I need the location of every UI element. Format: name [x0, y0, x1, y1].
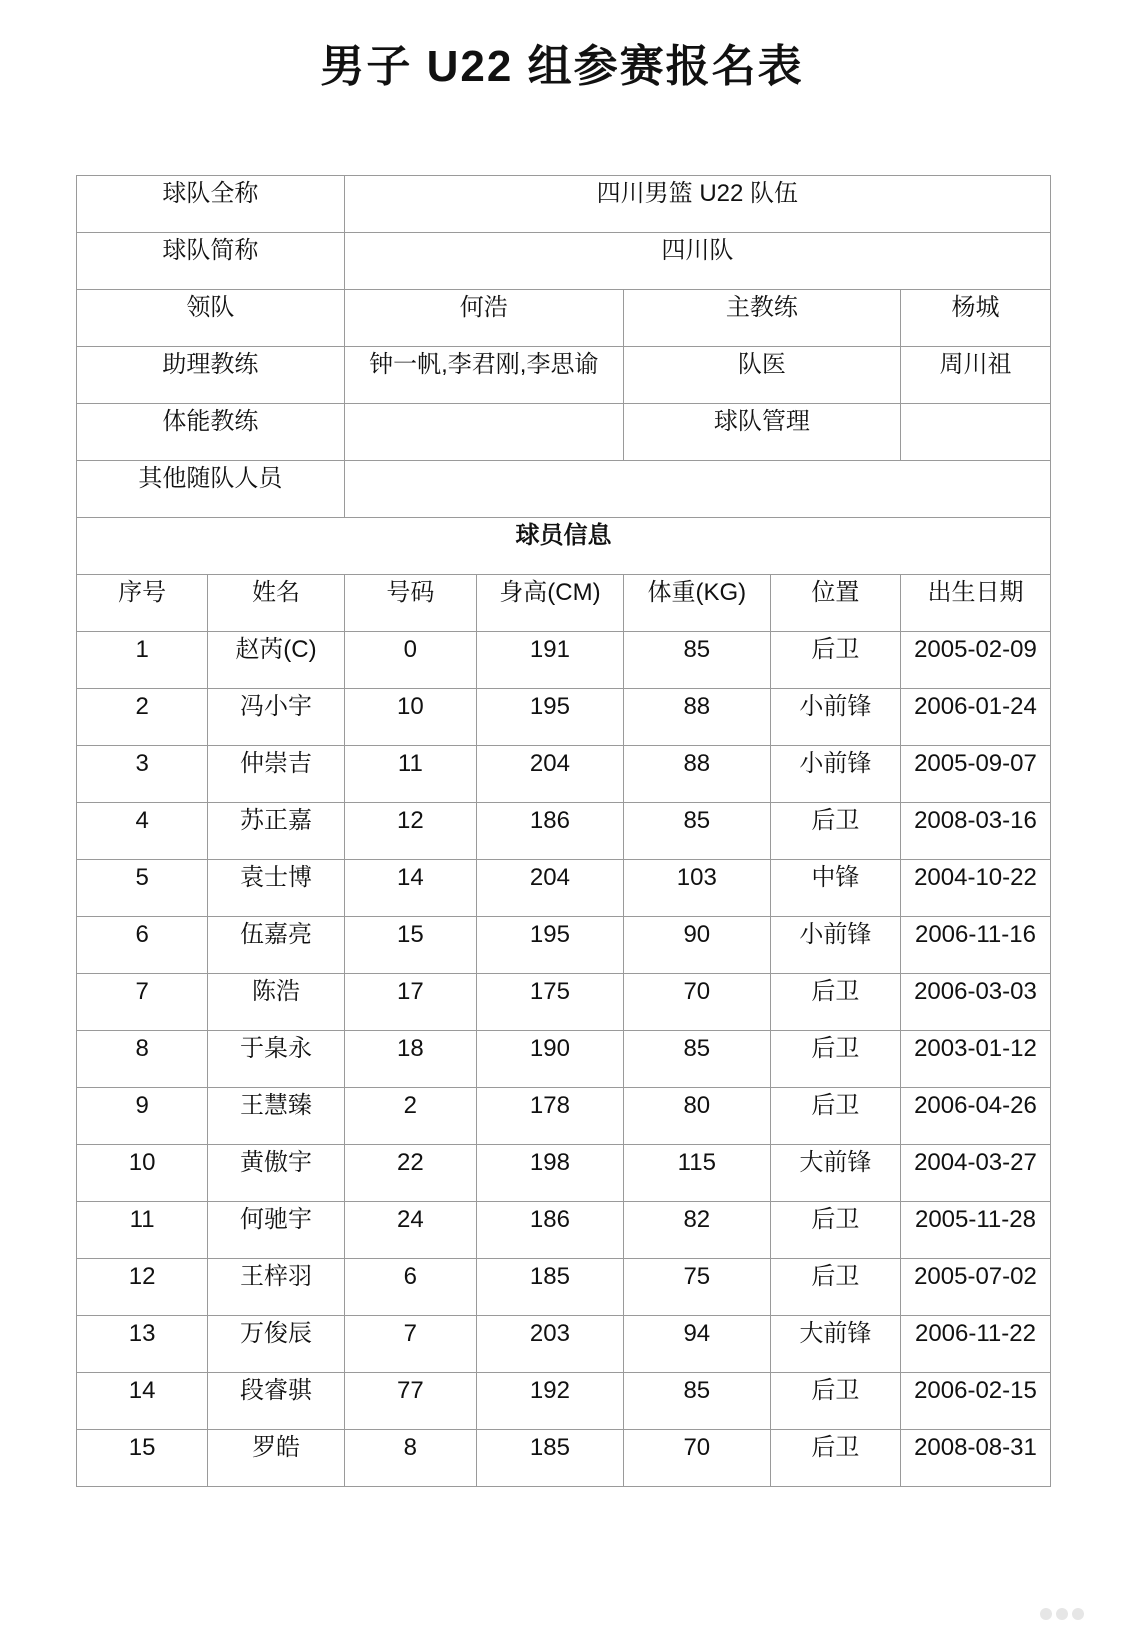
height-cell: 185	[476, 1430, 623, 1487]
player-name-cell: 苏正嘉	[208, 803, 344, 860]
player-name-cell: 冯小宇	[208, 689, 344, 746]
height-cell: 195	[476, 689, 623, 746]
weight-cell: 80	[623, 1088, 770, 1145]
weight-cell: 85	[623, 1031, 770, 1088]
leader-row	[77, 290, 1051, 347]
player-number-cell: 11	[77, 1202, 208, 1259]
player-name-cell: 罗皓	[208, 1430, 344, 1487]
team-short-name-row	[77, 233, 1051, 290]
weight-cell: 85	[623, 632, 770, 689]
player-name-cell: 仲崇吉	[208, 746, 344, 803]
jersey-number-cell: 8	[344, 1430, 476, 1487]
player-number-cell: 9	[77, 1088, 208, 1145]
watermark-dots	[1040, 1608, 1084, 1620]
column-header: 号码	[344, 575, 476, 632]
position-cell: 后卫	[770, 1259, 900, 1316]
player-number-cell: 10	[77, 1145, 208, 1202]
jersey-number-cell: 24	[344, 1202, 476, 1259]
player-name-cell: 段睿骐	[208, 1373, 344, 1430]
position-cell: 中锋	[770, 860, 900, 917]
assistant-coach-value: 钟一帆,李君刚,李思谕	[344, 347, 623, 404]
birth-date-cell: 2006-03-03	[900, 974, 1050, 1031]
birth-date-cell: 2006-02-15	[900, 1373, 1050, 1430]
height-cell: 198	[476, 1145, 623, 1202]
player-name-cell: 于臬永	[208, 1031, 344, 1088]
dot-icon	[1072, 1608, 1084, 1620]
other-staff-label: 其他随队人员	[77, 461, 345, 518]
column-header: 身高(CM)	[476, 575, 623, 632]
birth-date-cell: 2005-11-28	[900, 1202, 1050, 1259]
jersey-number-cell: 7	[344, 1316, 476, 1373]
birth-date-cell: 2008-03-16	[900, 803, 1050, 860]
weight-cell: 94	[623, 1316, 770, 1373]
position-cell: 后卫	[770, 1373, 900, 1430]
birth-date-cell: 2005-07-02	[900, 1259, 1050, 1316]
table-row	[77, 1088, 1051, 1145]
player-name-cell: 陈浩	[208, 974, 344, 1031]
player-name-cell: 伍嘉亮	[208, 917, 344, 974]
table-row	[77, 803, 1051, 860]
jersey-number-cell: 15	[344, 917, 476, 974]
position-cell: 后卫	[770, 1031, 900, 1088]
column-header: 序号	[77, 575, 208, 632]
birth-date-cell: 2004-03-27	[900, 1145, 1050, 1202]
height-cell: 178	[476, 1088, 623, 1145]
team-manager-label: 球队管理	[623, 404, 900, 461]
registration-form-table	[76, 175, 1051, 1487]
leader-label: 领队	[77, 290, 345, 347]
jersey-number-cell: 0	[344, 632, 476, 689]
position-cell: 后卫	[770, 803, 900, 860]
table-row	[77, 1316, 1051, 1373]
fitness-coach-label: 体能教练	[77, 404, 345, 461]
column-header: 出生日期	[900, 575, 1050, 632]
position-cell: 大前锋	[770, 1316, 900, 1373]
column-header: 体重(KG)	[623, 575, 770, 632]
player-number-cell: 8	[77, 1031, 208, 1088]
birth-date-cell: 2006-01-24	[900, 689, 1050, 746]
players-header-row	[77, 575, 1051, 632]
jersey-number-cell: 12	[344, 803, 476, 860]
table-row	[77, 1259, 1051, 1316]
weight-cell: 115	[623, 1145, 770, 1202]
jersey-number-cell: 22	[344, 1145, 476, 1202]
player-number-cell: 7	[77, 974, 208, 1031]
column-header: 姓名	[208, 575, 344, 632]
position-cell: 后卫	[770, 632, 900, 689]
weight-cell: 75	[623, 1259, 770, 1316]
team-short-name-value: 四川队	[344, 233, 1050, 290]
birth-date-cell: 2006-11-22	[900, 1316, 1050, 1373]
jersey-number-cell: 10	[344, 689, 476, 746]
jersey-number-cell: 18	[344, 1031, 476, 1088]
position-cell: 后卫	[770, 1202, 900, 1259]
player-name-cell: 王慧臻	[208, 1088, 344, 1145]
player-name-cell: 黄傲宇	[208, 1145, 344, 1202]
player-name-cell: 何驰宇	[208, 1202, 344, 1259]
height-cell: 175	[476, 974, 623, 1031]
jersey-number-cell: 14	[344, 860, 476, 917]
table-row	[77, 974, 1051, 1031]
players-section-row	[77, 518, 1051, 575]
weight-cell: 70	[623, 974, 770, 1031]
jersey-number-cell: 17	[344, 974, 476, 1031]
other-staff-value	[344, 461, 1050, 518]
fitness-row	[77, 404, 1051, 461]
position-cell: 小前锋	[770, 917, 900, 974]
team-doctor-label: 队医	[623, 347, 900, 404]
player-number-cell: 15	[77, 1430, 208, 1487]
position-cell: 后卫	[770, 1088, 900, 1145]
table-row	[77, 689, 1051, 746]
dot-icon	[1056, 1608, 1068, 1620]
weight-cell: 90	[623, 917, 770, 974]
position-cell: 后卫	[770, 1430, 900, 1487]
height-cell: 192	[476, 1373, 623, 1430]
position-cell: 后卫	[770, 974, 900, 1031]
height-cell: 186	[476, 1202, 623, 1259]
weight-cell: 85	[623, 1373, 770, 1430]
table-row	[77, 1373, 1051, 1430]
leader-value: 何浩	[344, 290, 623, 347]
jersey-number-cell: 6	[344, 1259, 476, 1316]
player-number-cell: 5	[77, 860, 208, 917]
player-number-cell: 12	[77, 1259, 208, 1316]
team-short-name-label: 球队简称	[77, 233, 345, 290]
players-section-heading: 球员信息	[77, 518, 1051, 575]
player-number-cell: 13	[77, 1316, 208, 1373]
player-name-cell: 赵芮(C)	[208, 632, 344, 689]
assistant-row	[77, 347, 1051, 404]
birth-date-cell: 2005-09-07	[900, 746, 1050, 803]
others-row	[77, 461, 1051, 518]
table-row	[77, 1031, 1051, 1088]
height-cell: 185	[476, 1259, 623, 1316]
table-row	[77, 1202, 1051, 1259]
birth-date-cell: 2005-02-09	[900, 632, 1050, 689]
player-number-cell: 2	[77, 689, 208, 746]
head-coach-value: 杨城	[900, 290, 1050, 347]
height-cell: 204	[476, 746, 623, 803]
team-full-name-label: 球队全称	[77, 176, 345, 233]
head-coach-label: 主教练	[623, 290, 900, 347]
table-row	[77, 632, 1051, 689]
table-row	[77, 746, 1051, 803]
player-number-cell: 3	[77, 746, 208, 803]
team-doctor-value: 周川祖	[900, 347, 1050, 404]
position-cell: 小前锋	[770, 689, 900, 746]
team-full-name-row	[77, 176, 1051, 233]
height-cell: 191	[476, 632, 623, 689]
height-cell: 204	[476, 860, 623, 917]
height-cell: 195	[476, 917, 623, 974]
weight-cell: 103	[623, 860, 770, 917]
height-cell: 186	[476, 803, 623, 860]
player-rows	[77, 632, 1051, 1487]
player-name-cell: 万俊辰	[208, 1316, 344, 1373]
position-cell: 小前锋	[770, 746, 900, 803]
column-header: 位置	[770, 575, 900, 632]
fitness-coach-value	[344, 404, 623, 461]
dot-icon	[1040, 1608, 1052, 1620]
birth-date-cell: 2006-11-16	[900, 917, 1050, 974]
table-row	[77, 917, 1051, 974]
team-full-name-value: 四川男篮 U22 队伍	[344, 176, 1050, 233]
jersey-number-cell: 11	[344, 746, 476, 803]
player-number-cell: 6	[77, 917, 208, 974]
height-cell: 190	[476, 1031, 623, 1088]
height-cell: 203	[476, 1316, 623, 1373]
player-name-cell: 王梓羽	[208, 1259, 344, 1316]
position-cell: 大前锋	[770, 1145, 900, 1202]
birth-date-cell: 2006-04-26	[900, 1088, 1050, 1145]
weight-cell: 88	[623, 689, 770, 746]
table-row	[77, 1430, 1051, 1487]
weight-cell: 88	[623, 746, 770, 803]
birth-date-cell: 2004-10-22	[900, 860, 1050, 917]
team-manager-value	[900, 404, 1050, 461]
birth-date-cell: 2003-01-12	[900, 1031, 1050, 1088]
birth-date-cell: 2008-08-31	[900, 1430, 1050, 1487]
table-row	[77, 1145, 1051, 1202]
jersey-number-cell: 77	[344, 1373, 476, 1430]
player-name-cell: 袁士博	[208, 860, 344, 917]
assistant-coach-label: 助理教练	[77, 347, 345, 404]
table-row	[77, 860, 1051, 917]
player-number-cell: 4	[77, 803, 208, 860]
jersey-number-cell: 2	[344, 1088, 476, 1145]
weight-cell: 82	[623, 1202, 770, 1259]
weight-cell: 70	[623, 1430, 770, 1487]
player-number-cell: 1	[77, 632, 208, 689]
weight-cell: 85	[623, 803, 770, 860]
page-title: 男子 U22 组参赛报名表	[320, 42, 804, 91]
player-number-cell: 14	[77, 1373, 208, 1430]
